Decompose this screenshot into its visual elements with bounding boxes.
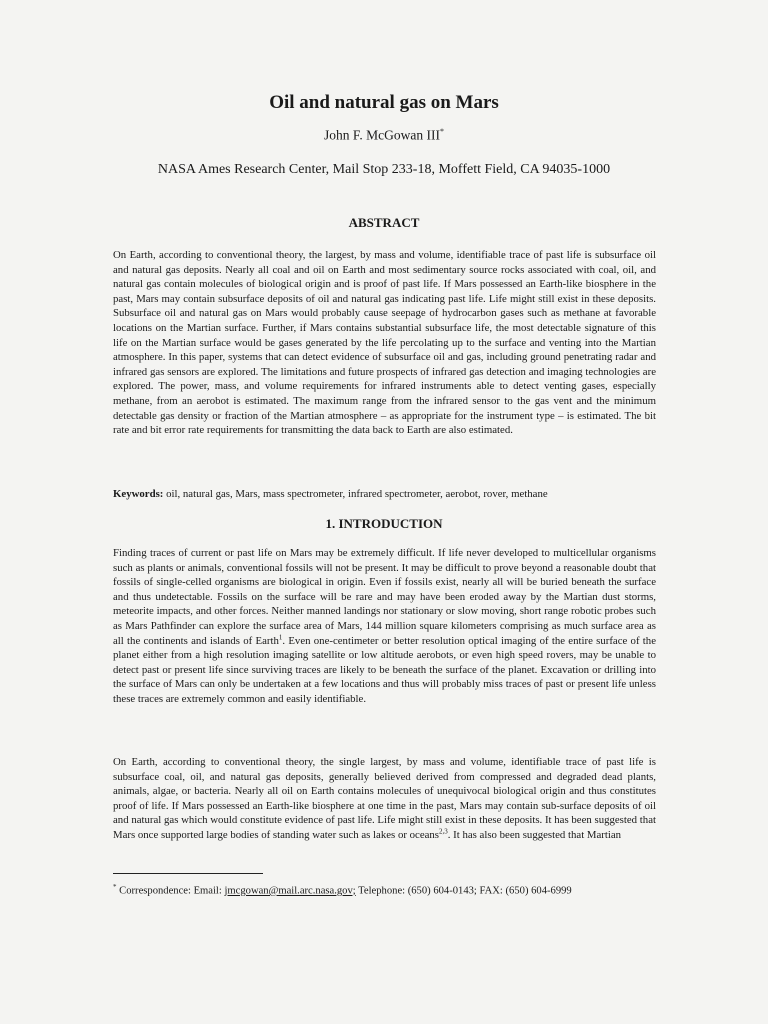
abstract-heading: ABSTRACT xyxy=(348,215,420,230)
intro-p2-part-b: . It has also been suggested that Martian xyxy=(447,828,622,841)
author-line xyxy=(0,127,768,144)
footnote-divider xyxy=(113,873,263,874)
citation-2-3: 2,3 xyxy=(439,827,448,836)
paper-title: Oil and natural gas on Mars xyxy=(269,92,499,113)
intro-p2-part-a: On Earth, according to conventional theory, the single largest, by mass and volume, identifiable trace of past life is subsurface coal, oil, and natural gas deposits, generally believed derived from compressed and degraded dead plants, animals, algae, or bacteria. Nearly all oil on Earth contains molecules of unequivocal biological origin and thus constitutes proof of life. If Mars possessed an Earth-like biosphere at one time in the past, Mars may contain sub-surface deposits of oil and natural gas which would constitute evidence of past life. Life might still exist in these deposits. It has been suggested that Mars once supported large bodies of standing water such as lakes or oceans xyxy=(113,756,656,841)
correspondence-email-link[interactable]: jmcgowan@mail.arc.nasa.gov; xyxy=(224,885,356,897)
footnote-lead: Correspondence: Email: xyxy=(116,885,225,897)
citation-1: 1 xyxy=(278,632,283,641)
intro-paragraph-1 xyxy=(113,546,656,707)
author-footnote-mark: * xyxy=(439,127,444,136)
intro-paragraph-2 xyxy=(113,755,656,843)
keywords-text: oil, natural gas, Mars, mass spectrometer, infrared spectrometer, aerobot, rover, methane xyxy=(166,488,548,500)
intro-p1-part-a: Finding traces of current or past life on Mars may be extremely difficult. If life never developed to multicellular organisms such as plants or animals, conventional fossils will not be present. It may be difficult to prove beyond a reasonable doubt that fossils of single-celled organisms are biological in origin. Even if fossils exist, nearly all will be buried beneath the surface and thus undetectable. Fossils on the surface will be rare and may have been eroded away by the Martian dust storms, meteorite impacts, and other forces. Neither manned landings nor stationary or slow moving, short range robotic probes such as Mars Pathfinder can explore the surface area of Mars, 144 million square kilometers comprising as much surface area as all the continents and islands of Earth xyxy=(113,547,656,647)
keywords-label: Keywords: xyxy=(113,488,164,500)
keywords xyxy=(113,487,656,501)
author-name: John F. McGowan III xyxy=(324,127,440,143)
affiliation: NASA Ames Research Center, Mail Stop 233-18, Moffett Field, CA 94035-1000 xyxy=(157,162,611,177)
abstract-text: On Earth, according to conventional theory, the largest, by mass and volume, identifiable trace of past life is subsurface oil and natural gas deposits. Nearly all coal and oil on Earth and most sedimentary source rocks associated with coal, oil, and natural gas contain molecules of biological origin and is proof of past life. If Mars possessed an Earth-like biosphere in the past, Mars may contain subsurface deposits of oil and natural gas indicating past life. Life might still exist in these deposits. Subsurface oil and natural gas on Mars would probably cause seepage of hydrocarbon gases such as methane at favorable locations on the Martian surface. Further, if Mars contains substantial subsurface life, the most detectable signature of this life on the Martian surface would be gases generated by the life percolating up to the surface and venting into the Martian atmosphere. In this paper, systems that can detect evidence of subsurface oil and gas, including ground penetrating radar and infrared gas sensors are explored. The limitations and future prospects of infrared gas detection and imaging technologies are explored. The power, mass, and volume requirements for infrared instruments able to detect venting gases, especially methane, from an aerobot is estimated. The maximum range from the infrared sensor to the gas vent and the minimum detectable gas density or fraction of the Martian atmosphere – as appropriate for the instrument type – is estimated. The bit rate and bit error rate requirements for transmitting the data back to Earth are also estimated. xyxy=(113,249,656,437)
intro-p1-part-b: . Even one-centimeter or better resolution optical imaging of the entire surface of the planet either from a high resolution imaging satellite or low altitude aerobots, or even high speed rovers, may be unable to detect past or present life since surviving traces are likely to be beneath the surface of the planet. Excavation or drilling into the surface of Mars can only be undertaken at a few locations and thus will probably miss traces of past or present life unless these traces are extremely common and easily identifiable. xyxy=(113,634,656,705)
footnote-contact: Telephone: (650) 604-0143; FAX: (650) 604-6999 xyxy=(355,885,572,897)
correspondence-footnote xyxy=(113,880,656,899)
introduction-heading: 1. INTRODUCTION xyxy=(325,516,443,531)
footnote-mark: * xyxy=(113,883,117,891)
